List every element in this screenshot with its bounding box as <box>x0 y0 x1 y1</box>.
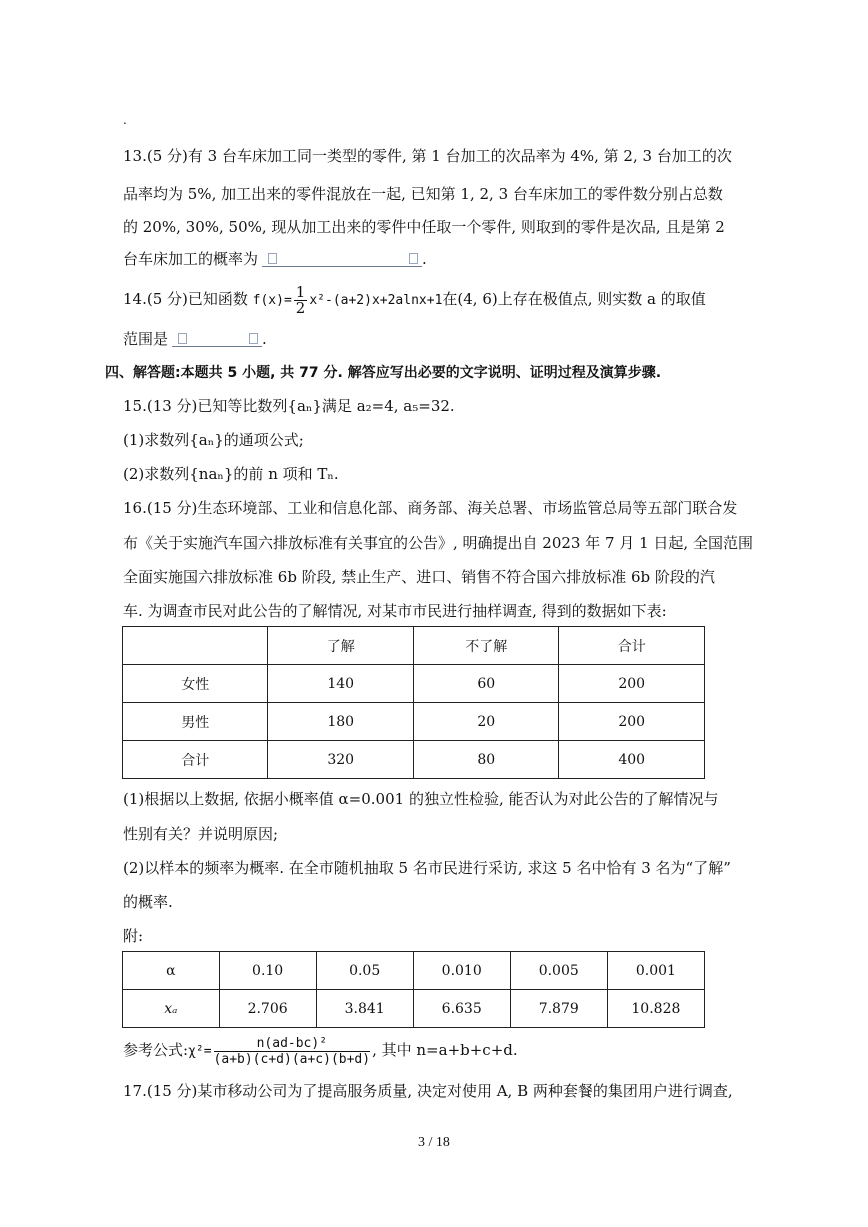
table-cell <box>123 627 268 665</box>
table-cell: 320 <box>268 741 414 779</box>
placeholder-box-icon <box>178 333 187 344</box>
table-cell: 400 <box>559 741 705 779</box>
q16-part-1-line-1: (1)根据以上数据, 依据小概率值 α=0.001 的独立性检验, 能否认为对此公告的了解情况与 <box>123 790 719 808</box>
table-header-cell: 了解 <box>268 627 414 665</box>
q16-line-1: 16.(15 分)生态环境部、工业和信息化部、商务部、海关总署、市场监管总局等五部门联合发 <box>123 499 738 517</box>
reference-formula-label: 参考公式: <box>123 1041 189 1059</box>
q17-line-1: 17.(15 分)某市移动公司为了提高服务质量, 决定对使用 A, B 两种套餐的集团用户进行调查, <box>123 1082 733 1100</box>
table-cell: 0.005 <box>510 952 607 990</box>
q15-part-1: (1)求数列{aₙ}的通项公式; <box>123 431 304 449</box>
table-cell: 2.706 <box>219 990 316 1028</box>
table-cell: 0.001 <box>607 952 704 990</box>
stray-dot: . <box>123 113 127 127</box>
table-cell: 10.828 <box>607 990 704 1028</box>
table-cell: 20 <box>413 703 558 741</box>
table-cell: 男性 <box>123 703 268 741</box>
q14-line-2 <box>123 328 763 350</box>
q14-frac-den: 2 <box>295 298 306 317</box>
placeholder-box-icon <box>249 333 258 344</box>
q13-line-4-text: 台车床加工的概率为 <box>123 250 259 268</box>
q14-answer-blank[interactable] <box>172 330 262 347</box>
table-cell: 200 <box>559 703 705 741</box>
table-row <box>123 990 705 1028</box>
q13-line-1: 13.(5 分)有 3 台车床加工同一类型的零件, 第 1 台加工的次品率为 4%, 第 2, 3 台加工的次 <box>123 147 732 165</box>
q13-line-2: 品率均为 5%, 加工出来的零件混放在一起, 已知第 1, 2, 3 台车床加工的零件数分别占总数 <box>123 185 723 203</box>
q16-line-2: 布《关于实施汽车国六排放标准有关事宜的公告》, 明确提出自 2023 年 7 月 1 日起, 全国范围 <box>123 534 753 552</box>
table-row <box>123 627 705 665</box>
q14-frac-num: 1 <box>295 282 306 301</box>
q14-function-lhs: f(x)= <box>252 293 292 308</box>
q14-fraction <box>294 282 308 317</box>
q14-prefix: 14.(5 分)已知函数 <box>123 290 248 308</box>
table-header-cell: 不了解 <box>413 627 558 665</box>
q16-line-4: 车. 为调查市民对此公告的了解情况, 对某市市民进行抽样调查, 得到的数据如下表: <box>123 602 667 620</box>
table-cell: xₐ <box>123 990 220 1028</box>
q16-part-1-line-2: 性别有关？并说明原因; <box>123 825 279 843</box>
q13-line-4 <box>123 248 763 270</box>
page-number: 3 / 18 <box>418 1135 450 1150</box>
chi-square-fraction <box>214 1036 371 1067</box>
table-row <box>123 665 705 703</box>
q14-line-2-end: . <box>262 330 267 348</box>
table-cell: 200 <box>559 665 705 703</box>
placeholder-box-icon <box>268 253 277 264</box>
chi-square-denominator: (a+b)(c+d)(a+c)(b+d) <box>213 1051 371 1067</box>
table-cell: 3.841 <box>316 990 413 1028</box>
survey-table <box>122 626 705 779</box>
table-row <box>123 703 705 741</box>
q16-line-3: 全面实施国六排放标准 6b 阶段, 禁止生产、进口、销售不符合国六排放标准 6b 阶段的汽 <box>123 568 715 586</box>
table-cell: α <box>123 952 220 990</box>
table-cell: 60 <box>413 665 558 703</box>
table-header-cell: 合计 <box>559 627 705 665</box>
table-cell: 0.10 <box>219 952 316 990</box>
critical-value-table <box>122 951 705 1028</box>
table-cell: 180 <box>268 703 414 741</box>
table-cell: 140 <box>268 665 414 703</box>
placeholder-box-icon <box>409 253 418 264</box>
table-row <box>123 741 705 779</box>
q16-part-2-line-1: (2)以样本的频率为概率. 在全市随机抽取 5 名市民进行采访, 求这 5 名中恰有 3 名为“了解” <box>123 859 731 877</box>
q14-line-2-text: 范围是 <box>123 330 169 348</box>
chi-square-lhs: χ²= <box>188 1044 212 1059</box>
table-cell: 0.010 <box>413 952 510 990</box>
q15-line-1: 15.(13 分)已知等比数列{aₙ}满足 a₂=4, a₅=32. <box>123 397 455 415</box>
q14-function-rhs: x²-(a+2)x+2alnx+1 <box>309 293 443 308</box>
table-cell: 7.879 <box>510 990 607 1028</box>
table-cell: 合计 <box>123 741 268 779</box>
section-4-heading: 四、解答题:本题共 5 小题, 共 77 分. 解答应写出必要的文字说明、证明过程及演算步骤. <box>105 365 662 381</box>
q14-line-1 <box>123 284 763 316</box>
reference-formula <box>123 1035 763 1067</box>
q16-part-2-line-2: 的概率. <box>123 893 173 911</box>
table-cell: 女性 <box>123 665 268 703</box>
chi-square-numerator: n(ad-bc)² <box>214 1036 371 1052</box>
q14-suffix: 在(4, 6)上存在极值点, 则实数 a 的取值 <box>442 290 706 308</box>
q15-part-2: (2)求数列{naₙ}的前 n 项和 Tₙ. <box>123 465 339 483</box>
q13-answer-blank[interactable] <box>262 250 422 267</box>
table-cell: 80 <box>413 741 558 779</box>
table-cell: 0.05 <box>316 952 413 990</box>
q13-line-3: 的 20%, 30%, 50%, 现从加工出来的零件中任取一个零件, 则取到的零件是次品, 且是第 2 <box>123 218 725 236</box>
table-row <box>123 952 705 990</box>
q13-line-4-end: . <box>422 250 427 268</box>
appendix-label: 附: <box>123 927 144 945</box>
reference-formula-suffix: , 其中 n=a+b+c+d. <box>372 1041 518 1059</box>
table-cell: 6.635 <box>413 990 510 1028</box>
